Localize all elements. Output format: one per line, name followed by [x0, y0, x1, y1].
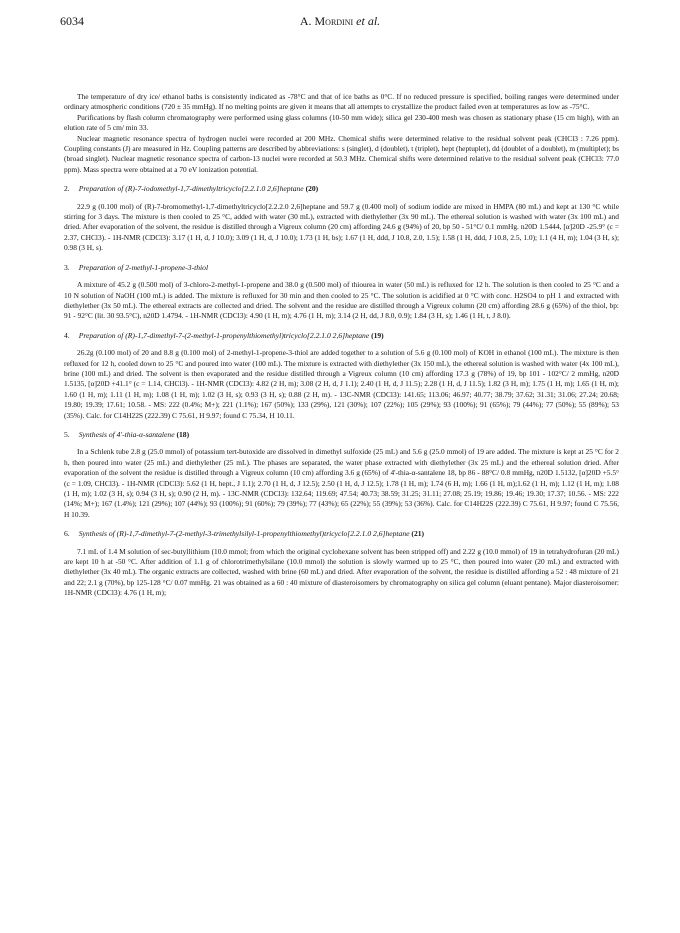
- page-number: 6034: [60, 14, 84, 28]
- section-heading-4: 4. Preparation of (R)-1,7-dimethyl-7-(2-methyl-1-propenylthiomethyl)tricyclo[2.2.1.0 2,6]heptane (19): [64, 330, 384, 340]
- article-body: [64, 92, 619, 599]
- page-header: [60, 14, 620, 32]
- running-head: [60, 14, 620, 29]
- section-title: Synthesis of 4'-thia-α-santalene: [78, 429, 175, 439]
- general-paragraph-3: Nuclear magnetic resonance spectra of hydrogen nuclei were recorded at 200 MHz. Chemical shifts were determined relative to the residual solvent peak (CHCl3 : 7.26 ppm). Coupling constants (J) are measured in Hz. Coupling patterns are described by abbreviations: s (singlet), d (doublet), t (triplet), hept (heptuplet), dd (doublet of a doublet), m (multiplet); bs (broad singlet). Nuclear magnetic resonance spectra of carbon-13 nuclei were recorded at 50.3 MHz. Chemical shifts were determined relative to the residual solvent peak (CHCl3: 77.0 ppm). Mass spectra were obtained at a 70 eV ionization potential.: [64, 133, 619, 174]
- section-title: Preparation of 2-methyl-1-propene-3-thiol: [78, 262, 209, 272]
- section-text-5: In a Schlenk tube 2.8 g (25.0 mmol) of potassium tert-butoxide are dissolved in dimethyl sulfoxide (25 mL) and 5.6 g (25.0 mmol) of 19 are added. The mixture is kept at 25 °C for 2 h, then poured into water (25 mL) and diethylether (25 mL). The phases are separated, the water phase extracted with diethylether (3x 25 mL) and the ethereal solution dried. After evaporation of the solvent the residue is distilled through a Vigreux column (10 cm) affording 3.6 g (65%) of 4'-thia-α-santalene 18, bp 86 - 88°C/ 0.8 mmHg, n20D 1.5132, [α]20D +5.5° (c = 1.09, CHCl3). - 1H-NMR (CDCl3): 5.62 (1 H, hept., J 1.1); 2.70 (1 H, d, J 12.5); 2.50 (1 H, d, J 12.5); 1.78 (1 H, m); 1.74 (6 H, m); 1.66 (1 H, m);1.62 (1 H, m); 1.12 (1 H, m); 1.08 (1 H, m); 1.02 (3 H, s); 0.94 (3 H, s); 0.90 (2 H, m). - 13C-NMR (CDCl3): 132.64; 119.69; 47.54; 40.73; 38.59; 31.25; 31.11; 27.08; 25.19; 19.86; 19.46; 19.30; 17.37; 10.56. - MS: 222 (14%; M+); 167 (1.4%); 121 (29%); 107 (44%); 93 (100%); 91 (60%); 79 (39%); 77 (43%); 65 (22%); 55 (39%); 53 (36%). Calc. for C14H22S (222.39) C 75.61, H 9.97; found C 75.56, H 10.39.: [64, 447, 619, 519]
- section-title: Synthesis of (R)-1,7-dimethyl-7-(2-methyl-3-trimethylsilyl-1-propenylthiomethyl)tricyclo[2.2.1.0 2,6]heptane: [78, 529, 410, 539]
- section-title: Preparation of (R)-7-iodomethyl-1,7-dimethyltricyclo[2.2.1.0 2,6]heptane: [78, 184, 304, 194]
- section-heading-3: 3. Preparation of 2-methyl-1-propene-3-thiol: [64, 262, 209, 272]
- section-text-2: 22.9 g (0.100 mol) of (R)-7-bromomethyl-1,7-dimethyltricyclo[2.2.2.0 2,6]heptane and 59.7 g (0.400 mol) of sodium iodide are mixed in HMPA (80 mL) and kept at 130 °C while stirring for 3 days. The mixture is then cooled to 25 °C, added with water (30 mL), extracted with diethylether (3x 90 mL). The ethereal solution is washed with water (3x 100 mL) and dried. After evaporation of the solvent, the residue is distilled through a Vigreux column (20 cm) affording 24.6 g (94%) of 20, bp 50 - 51°C/ 0.1 mmHg. n20D 1.5444, [α]20D -25.9° (c = 2.37, CHCl3). - 1H-NMR (CDCl3): 3.17 (1 H, d, J 10.0); 3.09 (1 H, d, J 10.0); 1.73 (1 H, bs); 1.67 (1 H, ddd, J 10.8, 2.0, 1.5); 1.58 (1 H, ddd, J 10.8, 2.5, 1.0); 1.1 (4 H, m); 1.04 (3 H, s); 0.98 (3 H, s).: [64, 201, 619, 253]
- compound-label: (18): [176, 429, 190, 439]
- section-heading-6: 6. Synthesis of (R)-1,7-dimethyl-7-(2-methyl-3-trimethylsilyl-1-propenylthiomethyl)tricyclo[2.2.1.0 2,6]heptane (21): [64, 529, 425, 539]
- section-heading-2: 2. Preparation of (R)-7-iodomethyl-1,7-dimethyltricyclo[2.2.1.0 2,6]heptane (20): [64, 184, 319, 194]
- section-text-6: 7.1 mL of 1.4 M solution of sec-butyllithium (10.0 mmol; from which the original cyclohexane solvent has been stripped off) and 2.22 g (10.0 mmol) of 19 in tetrahydrofuran (20 mL) are kept 10 h at -50 °C. After addition of 1.1 g of chlorotrimethylsilane (10.0 mmol) the solution is slowly warmed up to 25 °C, then poured into water (20 mL) and extracted with diethylether (3x 40 mL). The organic extracts are collected, washed with brine (60 mL) and dried. After evaporation of the solvent, the residue is distilled affording a 52 : 48 mixture of 21 and 22; 2.1 g (70%), bp 125-128 °C/ 0.07 mmHg. 21 was obtained as a 60 : 40 mixture of diasteroisomers by chromatography on silica gel column (eluant pentane). Major diasteroisomer: 1H-NMR (CDCl3): 4.76 (1 H, m);: [64, 546, 619, 598]
- section-title: Preparation of (R)-1,7-dimethyl-7-(2-methyl-1-propenylthiomethyl)tricyclo[2.2.1.0 2,6]heptane: [78, 330, 370, 340]
- section-heading-5: 5. Synthesis of 4'-thia-α-santalene (18): [64, 429, 190, 439]
- compound-label: (19): [371, 330, 384, 340]
- section-text-3: A mixture of 45.2 g (0.500 mol) of 3-chloro-2-methyl-1-propene and 38.0 g (0.500 mol) of thiourea in water (50 mL) is refluxed for 12 h. The solution is then cooled to 25 °C and a 10 N solution of NaOH (100 mL) is added. The mixture is refluxed for 30 min and then cooled to 25 °C. The solution is acidified at 0 °C with conc. H2SO4 to pH 1 and extracted with diethylether (3x 50 mL). The ethereal extracts are collected and dried. The solvent and the residue are distilled through a Vigreux column (20 cm) affording 28.6 g (65%) of the thiol, bp: 91 - 92°C (lit. 30 93.5°C), n20D 1.4794. - 1H-NMR (CDCl3): 4.90 (1 H, m); 4.76 (1 H, m); 3.14 (2 H, dd, J 8.0, 0.9); 1.84 (3 H, s); 1.46 (1 H, t, J 8.0).: [64, 280, 619, 321]
- running-head-author: A. Mordini: [299, 14, 354, 28]
- general-paragraph-1: The temperature of dry ice/ ethanol baths is consistently indicated as -78°C and that of ice baths as 0°C. If no reduced pressure is specified, boiling ranges were determined under ordinary atmospheric conditions (720 ± 35 mmHg). If no melting points are given it means that all attempts to crystallize the product failed even at temperatures as low as -75°C.: [64, 92, 619, 112]
- compound-label: (21): [411, 529, 425, 539]
- running-head-etal: et al.: [356, 14, 381, 28]
- general-paragraph-2: Purifications by flash column chromatography were performed using glass columns (10-50 mm wide); silica gel 230-400 mesh was chosen as stationary phase (15 cm high), with an elution rate of 5 cm/ min 33.: [64, 112, 619, 133]
- section-text-4: 26.2g (0.100 mol) of 20 and 8.8 g (0.100 mol) of 2-methyl-1-propene-3-thiol are added together to a solution of 5.6 g (0.100 mol) of KOH in ethanol (100 mL). The mixture is then refluxed for 12 h, cooled down to 25 °C and poured into water (100 mL). The mixture is extracted with diethylether (3x 150 mL), the ethereal solution is washed with water (4x 100 mL), brine (100 mL) and dried. The solvent is then evaporated and the residue distilled through a Vigreux column (10 cm) affording 17.3 g (78%) of 19, bp 101 - 102°C/ 2 mmHg, n20D 1.5135, [α]20D +41.1° (c = 1.14, CHCl3). - 1H-NMR (CDCl3): 4.82 (2 H, m); 3.08 (2 H, d, J 1.1); 2.40 (1 H, d, J 11.5); 2.28 (1 H, d, J 11.5); 1.82 (3 H, m); 1.75 (1 H, m); 1.65 (1 H, m); 1.60 (1 H, m); 1.11 (1 H, m); 1.08 (1 H, m); 1.02 (3 H, s); 0.93 (3 H, s); 0.88 (2 H, m). - 13C-NMR (CDCl3): 141.65; 113.06; 46.97; 40.77; 38.79; 37.62; 31.31; 31.06; 27.24; 20.68; 19.80; 19.39; 17.61; 10.58. - MS: 222 (0.4%; M+); 221 (1.1%); 167 (50%); 133 (29%), 121 (30%); 107 (22%); 105 (29%); 93 (100%); 91 (65%); 79 (44%); 77 (50%); 55 (89%); 53 (35%). Calc. for C14H22S (222.39) C 75.61, H 9.97; found C 75.34, H 10.11.: [64, 348, 619, 420]
- compound-label: (20): [305, 184, 319, 194]
